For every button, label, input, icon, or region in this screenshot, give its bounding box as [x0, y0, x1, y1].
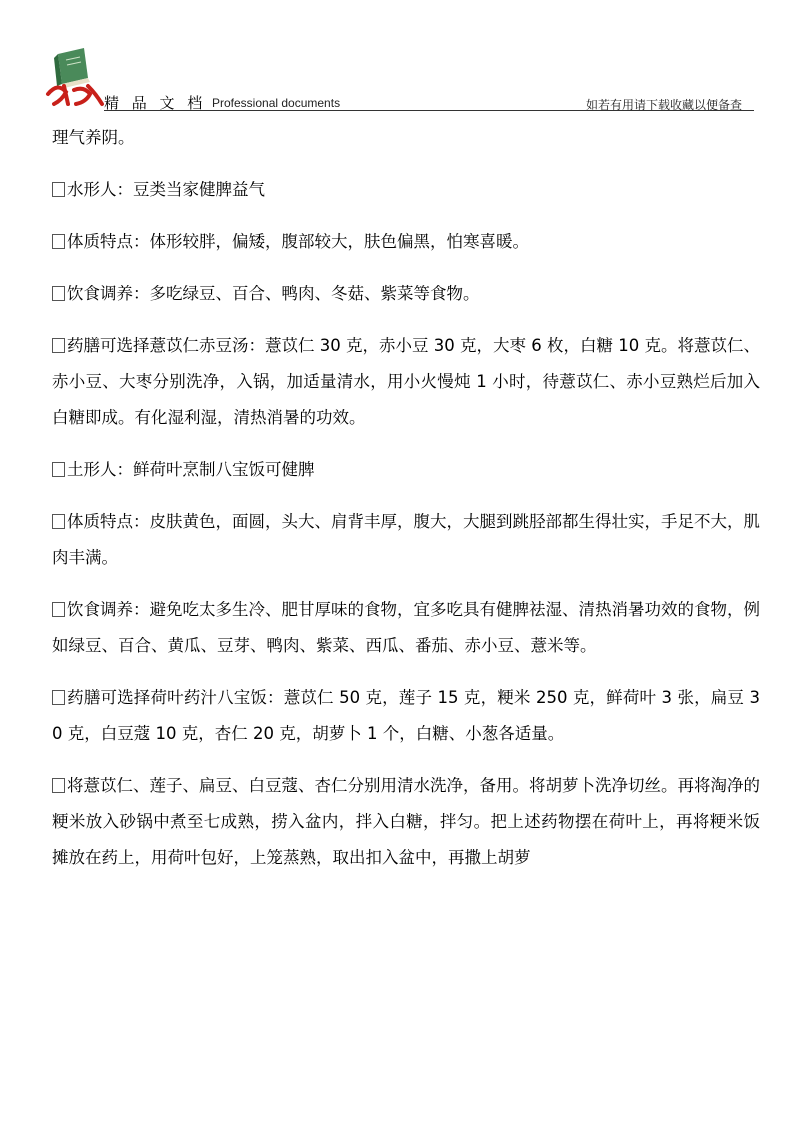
header-title: 精 品 文 档	[104, 94, 207, 112]
body-paragraph	[52, 452, 760, 488]
paragraph-text: 药膳可选择薏苡仁赤豆汤：薏苡仁 30 克，赤小豆 30 克，大枣 6 枚，白糖 10 克。将薏苡仁、赤小豆、大枣分别洗净，入锅，加适量清水，用小火慢炖 1 小时，待薏苡仁、赤小豆熟烂后加入白糖即成。有化湿利湿，清热消暑的功效。	[52, 336, 760, 427]
book-logo-icon	[44, 48, 106, 108]
body-paragraph	[52, 680, 760, 752]
header-divider	[104, 110, 754, 111]
header-subtitle: Professional documents	[212, 96, 341, 110]
body-paragraph	[52, 172, 760, 208]
bullet-box-icon	[52, 182, 65, 197]
body-paragraph	[52, 120, 760, 156]
body-paragraph	[52, 768, 760, 876]
body-paragraph	[52, 504, 760, 576]
body-paragraph	[52, 592, 760, 664]
body-paragraph	[52, 328, 760, 436]
bullet-box-icon	[52, 778, 65, 793]
body-paragraph	[52, 276, 760, 312]
bullet-box-icon	[52, 462, 65, 477]
body-paragraph	[52, 224, 760, 260]
bullet-box-icon	[52, 234, 65, 249]
paragraph-text: 饮食调养：多吃绿豆、百合、鸭肉、冬菇、紫菜等食物。	[67, 284, 480, 303]
bullet-box-icon	[52, 514, 65, 529]
paragraph-text: 体质特点：体形较胖，偏矮，腹部较大，肤色偏黑，怕寒喜暖。	[67, 232, 529, 251]
header-note: 如若有用请下载收藏以便备查	[585, 98, 742, 112]
bullet-box-icon	[52, 602, 65, 617]
bullet-box-icon	[52, 338, 65, 353]
paragraph-text: 水形人：豆类当家健脾益气	[67, 180, 265, 199]
page-header	[0, 0, 794, 112]
paragraph-text: 土形人：鲜荷叶烹制八宝饭可健脾	[67, 460, 315, 479]
paragraph-text: 饮食调养：避免吃太多生冷、肥甘厚味的食物，宜多吃具有健脾祛湿、清热消暑功效的食物，例如绿豆、百合、黄瓜、豆芽、鸭肉、紫菜、西瓜、番茄、赤小豆、薏米等。	[52, 600, 760, 655]
paragraph-text: 将薏苡仁、莲子、扁豆、白豆蔻、杏仁分别用清水洗净，备用。将胡萝卜洗净切丝。再将淘净的粳米放入砂锅中煮至七成熟，捞入盆内，拌入白糖，拌匀。把上述药物摆在荷叶上，再将粳米饭摊放在药上，用荷叶包好，上笼蒸熟，取出扣入盆中，再撒上胡萝	[52, 776, 760, 867]
paragraph-text: 药膳可选择荷叶药汁八宝饭：薏苡仁 50 克，莲子 15 克，粳米 250 克，鲜荷叶 3 张，扁豆 30 克，白豆蔻 10 克，杏仁 20 克，胡萝卜 1 个，白糖、小葱各适量。	[52, 688, 760, 743]
document-body	[52, 120, 760, 876]
bullet-box-icon	[52, 286, 65, 301]
bullet-box-icon	[52, 690, 65, 705]
paragraph-text: 理气养阴。	[52, 128, 135, 147]
paragraph-text: 体质特点：皮肤黄色，面圆，头大、肩背丰厚，腹大，大腿到跳胫部都生得壮实，手足不大，肌肉丰满。	[52, 512, 760, 567]
